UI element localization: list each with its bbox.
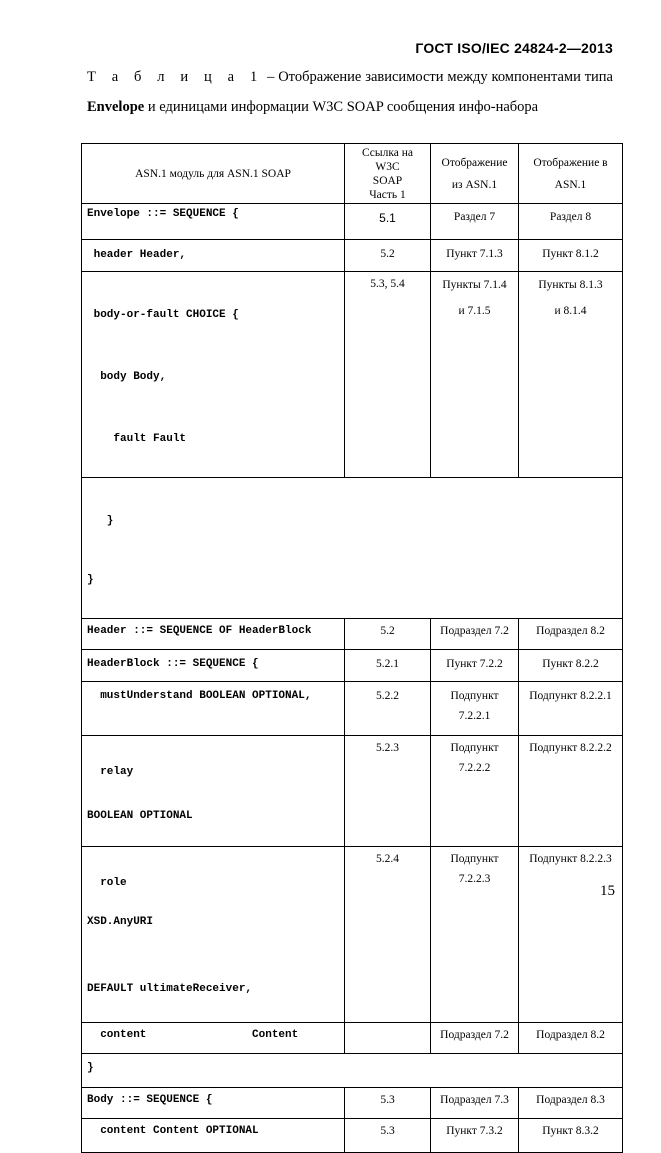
map-to-cell: Пункт 8.2.2: [519, 650, 623, 682]
standard-number: ГОСТ ISO/IEC 24824-2—2013: [415, 40, 613, 56]
code-cell: Body ::= SEQUENCE {: [82, 1088, 345, 1119]
ref-cell: 5.2: [345, 619, 431, 650]
table-row: [82, 240, 623, 272]
table-caption: [87, 62, 613, 122]
map-from-line: Подпункт: [450, 853, 499, 865]
map-from-line: и 7.1.5: [458, 305, 491, 317]
table-row: [82, 478, 623, 619]
map-to-cell: Подраздел 8.2: [519, 1023, 623, 1054]
code-cell: HeaderBlock ::= SEQUENCE {: [82, 650, 345, 682]
header-asn-module: ASN.1 модуль для ASN.1 SOAP: [82, 144, 345, 204]
map-from-cell: Раздел 7: [431, 204, 519, 240]
map-from-line: 7.2.2.3: [458, 873, 491, 885]
code-line: DEFAULT ultimateReceiver,: [87, 983, 253, 995]
header-map-to-line1: Отображение в: [533, 156, 608, 169]
header-map-from-line1: Отображение: [441, 156, 508, 169]
table-row: [82, 619, 623, 650]
code-line: role: [87, 877, 127, 889]
table-row: [82, 1119, 623, 1153]
header-map-to: [519, 144, 623, 204]
ref-cell: 5.3: [345, 1088, 431, 1119]
table-row: [82, 1088, 623, 1119]
table-row: [82, 272, 623, 478]
code-line: fault Fault: [87, 433, 187, 445]
map-to-cell: Подпункт 8.2.2.1: [519, 682, 623, 736]
map-to-cell: [519, 272, 623, 478]
code-cell: Header ::= SEQUENCE OF HeaderBlock: [82, 619, 345, 650]
ref-cell: 5.2.4: [345, 847, 431, 1023]
header-map-from: [431, 144, 519, 204]
code-line: }: [87, 574, 94, 586]
caption-bold: Envelope: [87, 99, 145, 115]
map-to-cell: Подраздел 8.2: [519, 619, 623, 650]
code-cell: mustUnderstand BOOLEAN OPTIONAL,: [82, 682, 345, 736]
caption-text-2: и единицами информации W3C SOAP сообщения инфо-набора: [144, 99, 539, 115]
map-to-cell: Раздел 8: [519, 204, 623, 240]
code-cell: }: [82, 1054, 623, 1088]
header-map-to-line2: ASN.1: [554, 178, 587, 191]
map-to-cell: Пункт 8.1.2: [519, 240, 623, 272]
header-w3c-ref-line1: Ссылка на: [361, 146, 414, 159]
ref-cell: 5.2.3: [345, 736, 431, 847]
header-w3c-ref-line3: SOAP: [372, 174, 403, 187]
ref-cell: 5.3: [345, 1119, 431, 1153]
table-row: [82, 736, 623, 847]
code-line: body Body,: [87, 371, 167, 383]
header-w3c-ref: [345, 144, 431, 204]
ref-cell: [345, 1023, 431, 1054]
map-from-cell: [431, 272, 519, 478]
code-line: }: [87, 515, 114, 527]
map-from-cell: Пункт 7.2.2: [431, 650, 519, 682]
table-row: [82, 204, 623, 240]
header-w3c-ref-line4: Часть 1: [369, 188, 406, 201]
map-from-cell: Пункт 7.3.2: [431, 1119, 519, 1153]
map-from-cell: Пункт 7.1.3: [431, 240, 519, 272]
map-from-cell: Подраздел 7.2: [431, 1023, 519, 1054]
mapping-table: [81, 143, 623, 1153]
map-to-cell: Подраздел 8.3: [519, 1088, 623, 1119]
map-from-line: 7.2.2.1: [458, 710, 491, 722]
map-to-line: Пункты 8.1.3: [538, 279, 603, 291]
header-map-from-line2: из ASN.1: [451, 178, 498, 191]
code-cell: [82, 736, 345, 847]
code-line: XSD.AnyURI: [87, 916, 154, 928]
code-cell: content Content OPTIONAL: [82, 1119, 345, 1153]
map-from-line: Подпункт: [450, 742, 499, 754]
code-cell: [82, 478, 623, 619]
code-line: BOOLEAN OPTIONAL: [87, 810, 193, 822]
ref-cell: 5.2: [345, 240, 431, 272]
code-cell: header Header,: [82, 240, 345, 272]
map-from-line: 7.2.2.2: [458, 762, 491, 774]
map-from-line: Подпункт: [450, 690, 499, 702]
table-header-row: [82, 144, 623, 204]
map-to-line: и 8.1.4: [554, 305, 587, 317]
ref-cell: 5.2.2: [345, 682, 431, 736]
table-row: [82, 650, 623, 682]
caption-text-1: – Отображение зависимости между компонентами типа: [263, 69, 613, 85]
caption-label: Т а б л и ц а 1: [87, 69, 264, 85]
map-from-line: Пункты 7.1.4: [442, 279, 507, 291]
table-row: [82, 1054, 623, 1088]
map-from-cell: [431, 682, 519, 736]
map-to-cell: Подпункт 8.2.2.3: [519, 847, 623, 1023]
page-number: 15: [600, 883, 615, 899]
map-to-cell: Пункт 8.3.2: [519, 1119, 623, 1153]
table-row: [82, 682, 623, 736]
map-from-cell: Подраздел 7.2: [431, 619, 519, 650]
map-from-cell: Подраздел 7.3: [431, 1088, 519, 1119]
table-row: [82, 1023, 623, 1054]
map-from-cell: [431, 736, 519, 847]
code-line: body-or-fault CHOICE {: [87, 309, 239, 321]
header-w3c-ref-line2: W3C: [375, 160, 400, 173]
code-cell: Envelope ::= SEQUENCE {: [82, 204, 345, 240]
ref-cell: 5.2.1: [345, 650, 431, 682]
map-to-cell: Подпункт 8.2.2.2: [519, 736, 623, 847]
code-cell: [82, 272, 345, 478]
code-line: relay: [87, 766, 134, 778]
code-cell: content Content: [82, 1023, 345, 1054]
ref-cell: 5.3, 5.4: [345, 272, 431, 478]
ref-cell: 5.1: [345, 204, 431, 240]
